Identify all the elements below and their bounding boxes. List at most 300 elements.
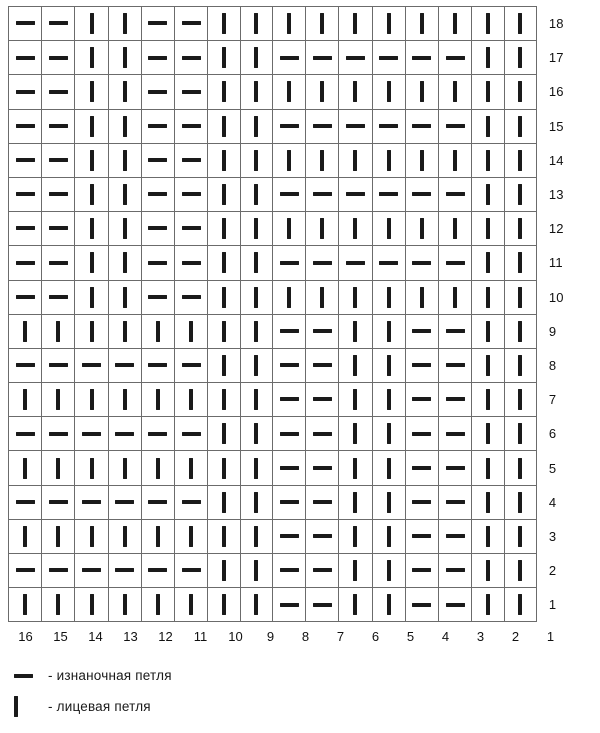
purl-stitch-icon xyxy=(446,124,465,128)
purl-stitch-cell xyxy=(141,75,174,109)
row-number-label: 10 xyxy=(548,289,564,305)
knit-stitch-cell xyxy=(240,485,272,519)
purl-stitch-cell xyxy=(9,7,42,41)
purl-stitch-icon xyxy=(280,363,299,367)
purl-stitch-icon xyxy=(16,158,35,162)
purl-stitch-cell xyxy=(405,246,438,280)
purl-stitch-icon xyxy=(49,21,68,25)
purl-stitch-cell xyxy=(9,348,42,382)
purl-stitch-cell xyxy=(141,417,174,451)
chart-row xyxy=(9,212,600,246)
knit-stitch-icon xyxy=(222,355,226,376)
knit-stitch-icon xyxy=(518,218,522,239)
knit-stitch-cell xyxy=(504,588,536,622)
knit-stitch-icon xyxy=(320,287,324,308)
purl-stitch-icon xyxy=(379,192,398,196)
purl-stitch-cell xyxy=(141,246,174,280)
knit-stitch-cell xyxy=(141,451,174,485)
knit-stitch-cell xyxy=(339,280,372,314)
purl-stitch-icon xyxy=(280,534,299,538)
knit-stitch-cell xyxy=(372,519,405,553)
chart-row xyxy=(9,383,600,417)
knit-stitch-icon xyxy=(254,287,258,308)
purl-stitch-icon xyxy=(412,466,431,470)
purl-stitch-cell xyxy=(306,348,339,382)
knit-stitch-cell xyxy=(240,177,272,211)
knit-stitch-cell xyxy=(504,7,536,41)
purl-stitch-cell xyxy=(438,109,471,143)
purl-stitch-cell xyxy=(372,246,405,280)
purl-stitch-icon xyxy=(446,397,465,401)
knit-stitch-icon xyxy=(387,287,391,308)
purl-stitch-cell xyxy=(42,143,75,177)
purl-stitch-icon xyxy=(280,261,299,265)
purl-stitch-cell xyxy=(405,41,438,75)
knit-stitch-icon xyxy=(123,526,127,547)
purl-stitch-icon xyxy=(412,363,431,367)
purl-stitch-icon xyxy=(412,124,431,128)
knit-stitch-cell xyxy=(75,280,108,314)
purl-stitch-cell xyxy=(405,109,438,143)
purl-stitch-cell xyxy=(141,554,174,588)
knit-stitch-cell xyxy=(504,41,536,75)
purl-stitch-cell xyxy=(42,7,75,41)
purl-stitch-icon xyxy=(446,261,465,265)
knit-stitch-cell xyxy=(208,417,240,451)
knit-stitch-icon xyxy=(387,389,391,410)
purl-stitch-cell xyxy=(339,41,372,75)
knit-stitch-icon xyxy=(123,150,127,171)
purl-stitch-icon xyxy=(313,432,332,436)
purl-stitch-cell xyxy=(405,314,438,348)
purl-stitch-icon xyxy=(446,329,465,333)
column-number-label: 11 xyxy=(193,628,208,644)
knit-stitch-cell xyxy=(175,383,208,417)
knit-stitch-icon xyxy=(453,287,457,308)
purl-stitch-icon xyxy=(182,363,201,367)
knit-stitch-cell xyxy=(504,280,536,314)
knit-stitch-cell xyxy=(42,451,75,485)
knit-stitch-icon xyxy=(353,81,357,102)
knit-stitch-cell xyxy=(339,348,372,382)
knit-stitch-cell xyxy=(240,212,272,246)
knit-stitch-cell xyxy=(472,75,504,109)
knit-stitch-icon xyxy=(56,526,60,547)
knit-stitch-cell xyxy=(108,75,141,109)
knit-stitch-icon xyxy=(486,287,490,308)
knit-stitch-cell xyxy=(75,7,108,41)
knit-stitch-cell xyxy=(208,7,240,41)
knit-stitch-icon xyxy=(254,389,258,410)
knit-stitch-cell xyxy=(372,485,405,519)
purl-stitch-cell xyxy=(75,417,108,451)
purl-stitch-icon xyxy=(280,466,299,470)
knit-stitch-icon xyxy=(189,321,193,342)
purl-stitch-icon xyxy=(182,261,201,265)
knit-stitch-cell xyxy=(75,383,108,417)
purl-stitch-icon xyxy=(148,363,167,367)
knit-stitch-icon xyxy=(353,321,357,342)
purl-stitch-cell xyxy=(175,109,208,143)
knit-stitch-cell xyxy=(272,212,305,246)
knit-stitch-cell xyxy=(141,314,174,348)
purl-stitch-cell xyxy=(9,246,42,280)
knit-stitch-cell xyxy=(504,109,536,143)
knit-stitch-cell xyxy=(438,143,471,177)
knit-stitch-icon xyxy=(23,526,27,547)
knit-stitch-cell xyxy=(504,246,536,280)
knit-stitch-icon xyxy=(353,492,357,513)
knit-stitch-cell xyxy=(108,177,141,211)
purl-stitch-cell xyxy=(175,75,208,109)
knit-stitch-cell xyxy=(472,383,504,417)
knit-stitch-icon xyxy=(518,594,522,615)
purl-stitch-cell xyxy=(339,246,372,280)
knit-stitch-cell xyxy=(372,451,405,485)
knit-stitch-icon xyxy=(222,252,226,273)
purl-stitch-icon xyxy=(280,329,299,333)
knit-stitch-icon xyxy=(189,458,193,479)
purl-stitch-icon xyxy=(313,397,332,401)
knit-stitch-cell xyxy=(9,383,42,417)
purl-stitch-icon xyxy=(446,568,465,572)
knit-stitch-cell xyxy=(405,212,438,246)
knit-stitch-icon xyxy=(156,458,160,479)
purl-stitch-icon xyxy=(182,295,201,299)
purl-stitch-cell xyxy=(438,417,471,451)
knit-stitch-icon xyxy=(222,423,226,444)
column-number-label: 1 xyxy=(546,628,555,644)
row-number-label: 16 xyxy=(548,84,564,100)
knit-stitch-cell xyxy=(141,519,174,553)
knit-stitch-cell xyxy=(208,451,240,485)
knit-stitch-icon xyxy=(90,184,94,205)
purl-stitch-icon xyxy=(379,124,398,128)
knit-stitch-cell xyxy=(472,212,504,246)
purl-stitch-icon xyxy=(148,295,167,299)
chart-row xyxy=(9,485,600,519)
purl-stitch-cell xyxy=(438,314,471,348)
knit-stitch-cell xyxy=(306,7,339,41)
knit-stitch-icon xyxy=(353,218,357,239)
chart-row xyxy=(9,588,600,622)
knit-stitch-icon xyxy=(387,218,391,239)
knit-stitch-cell xyxy=(108,212,141,246)
purl-stitch-cell xyxy=(141,177,174,211)
column-number-label: 8 xyxy=(301,628,310,644)
knit-stitch-icon xyxy=(123,47,127,68)
knit-stitch-cell xyxy=(208,75,240,109)
knit-stitch-cell xyxy=(108,588,141,622)
purl-stitch-cell xyxy=(438,519,471,553)
knit-stitch-icon xyxy=(222,184,226,205)
purl-stitch-icon xyxy=(115,568,134,572)
knit-stitch-icon xyxy=(156,526,160,547)
knit-stitch-icon xyxy=(486,252,490,273)
purl-stitch-icon xyxy=(446,432,465,436)
knit-stitch-icon xyxy=(23,389,27,410)
knit-stitch-cell xyxy=(108,7,141,41)
purl-stitch-cell xyxy=(272,41,305,75)
purl-stitch-icon xyxy=(446,500,465,504)
knit-stitch-icon xyxy=(518,13,522,34)
knit-stitch-cell xyxy=(372,280,405,314)
knit-stitch-icon xyxy=(123,116,127,137)
purl-stitch-cell xyxy=(438,485,471,519)
knit-stitch-icon xyxy=(486,492,490,513)
knit-stitch-cell xyxy=(472,588,504,622)
knit-stitch-icon xyxy=(486,423,490,444)
knit-stitch-cell xyxy=(9,451,42,485)
purl-stitch-icon xyxy=(49,226,68,230)
purl-stitch-icon xyxy=(82,568,101,572)
knit-stitch-cell xyxy=(504,451,536,485)
knit-stitch-cell xyxy=(108,314,141,348)
purl-stitch-icon xyxy=(16,192,35,196)
knit-stitch-cell xyxy=(339,314,372,348)
knit-stitch-icon xyxy=(320,218,324,239)
knit-stitch-icon xyxy=(222,47,226,68)
purl-stitch-cell xyxy=(141,143,174,177)
knit-stitch-cell xyxy=(372,554,405,588)
knit-stitch-cell xyxy=(372,348,405,382)
knit-stitch-icon xyxy=(287,218,291,239)
purl-stitch-cell xyxy=(306,485,339,519)
purl-stitch-icon xyxy=(148,192,167,196)
knit-stitch-cell xyxy=(240,41,272,75)
knit-stitch-cell xyxy=(472,348,504,382)
purl-stitch-cell xyxy=(272,588,305,622)
purl-stitch-cell xyxy=(175,485,208,519)
knit-stitch-icon xyxy=(123,13,127,34)
knit-stitch-cell xyxy=(339,383,372,417)
purl-stitch-cell xyxy=(9,554,42,588)
knit-stitch-icon xyxy=(56,594,60,615)
row-number-label: 18 xyxy=(548,16,564,32)
knit-stitch-icon xyxy=(518,184,522,205)
legend xyxy=(10,660,600,722)
knit-stitch-icon xyxy=(222,218,226,239)
purl-stitch-cell xyxy=(175,143,208,177)
purl-stitch-icon xyxy=(280,192,299,196)
purl-stitch-cell xyxy=(306,588,339,622)
knit-stitch-icon xyxy=(287,81,291,102)
purl-stitch-icon xyxy=(82,363,101,367)
purl-stitch-cell xyxy=(405,417,438,451)
knit-stitch-cell xyxy=(108,109,141,143)
column-number-label: 2 xyxy=(511,628,520,644)
purl-stitch-cell xyxy=(438,451,471,485)
knit-stitch-icon xyxy=(189,594,193,615)
purl-stitch-icon xyxy=(280,124,299,128)
row-number-label: 7 xyxy=(548,392,557,408)
purl-stitch-cell xyxy=(306,554,339,588)
purl-stitch-cell xyxy=(108,348,141,382)
purl-stitch-cell xyxy=(42,280,75,314)
row-number-label: 3 xyxy=(548,528,557,544)
knit-stitch-cell xyxy=(240,7,272,41)
knit-stitch-icon xyxy=(420,150,424,171)
knit-stitch-cell xyxy=(75,212,108,246)
row-number-label: 14 xyxy=(548,152,564,168)
purl-stitch-icon xyxy=(280,500,299,504)
knit-stitch-icon xyxy=(518,560,522,581)
knit-stitch-cell xyxy=(240,383,272,417)
purl-stitch-cell xyxy=(9,41,42,75)
column-number-label: 5 xyxy=(406,628,415,644)
purl-stitch-icon xyxy=(49,158,68,162)
knit-stitch-cell xyxy=(272,75,305,109)
knit-stitch-cell xyxy=(42,519,75,553)
purl-stitch-cell xyxy=(306,417,339,451)
chart-row xyxy=(9,246,600,280)
knit-stitch-icon xyxy=(518,252,522,273)
purl-stitch-cell xyxy=(9,485,42,519)
knit-stitch-icon xyxy=(518,458,522,479)
knit-stitch-icon xyxy=(222,389,226,410)
purl-stitch-cell xyxy=(75,348,108,382)
purl-stitch-cell xyxy=(306,177,339,211)
purl-stitch-icon xyxy=(115,363,134,367)
knit-stitch-cell xyxy=(208,314,240,348)
column-number-label: 16 xyxy=(18,628,33,644)
knit-stitch-icon xyxy=(420,287,424,308)
purl-stitch-icon xyxy=(182,226,201,230)
row-number-label: 9 xyxy=(548,323,557,339)
legend-label-knit: - лицевая петля xyxy=(48,699,151,715)
purl-stitch-icon xyxy=(16,261,35,265)
knit-stitch-icon xyxy=(123,218,127,239)
purl-stitch-icon xyxy=(412,329,431,333)
purl-stitch-cell xyxy=(42,212,75,246)
purl-stitch-icon xyxy=(49,56,68,60)
knit-stitch-cell xyxy=(175,451,208,485)
knit-stitch-cell xyxy=(339,451,372,485)
row-number-label: 17 xyxy=(548,50,564,66)
knit-stitch-icon xyxy=(222,150,226,171)
knit-stitch-icon xyxy=(123,594,127,615)
purl-stitch-cell xyxy=(372,109,405,143)
knit-stitch-cell xyxy=(339,212,372,246)
knit-stitch-icon xyxy=(90,13,94,34)
purl-stitch-cell xyxy=(175,177,208,211)
purl-stitch-cell xyxy=(42,41,75,75)
purl-stitch-cell xyxy=(372,41,405,75)
purl-stitch-icon xyxy=(148,158,167,162)
column-number-row xyxy=(8,624,568,648)
purl-stitch-cell xyxy=(141,280,174,314)
knit-stitch-cell xyxy=(208,554,240,588)
knit-stitch-cell xyxy=(504,485,536,519)
knit-stitch-icon xyxy=(189,526,193,547)
knit-stitch-icon xyxy=(420,218,424,239)
knit-stitch-icon xyxy=(90,321,94,342)
knit-stitch-icon xyxy=(222,81,226,102)
chart-row xyxy=(9,314,600,348)
knit-stitch-cell xyxy=(339,75,372,109)
knit-stitch-icon xyxy=(353,423,357,444)
purl-stitch-icon xyxy=(182,90,201,94)
purl-stitch-icon xyxy=(49,192,68,196)
knit-stitch-cell xyxy=(372,588,405,622)
knit-stitch-icon xyxy=(23,458,27,479)
knit-stitch-cell xyxy=(405,143,438,177)
purl-stitch-cell xyxy=(438,383,471,417)
purl-stitch-icon xyxy=(412,432,431,436)
chart-row xyxy=(9,75,600,109)
purl-stitch-icon xyxy=(313,192,332,196)
purl-stitch-icon xyxy=(49,90,68,94)
purl-stitch-cell xyxy=(272,314,305,348)
knit-stitch-cell xyxy=(208,280,240,314)
knit-stitch-icon xyxy=(387,423,391,444)
purl-stitch-icon xyxy=(182,192,201,196)
knit-stitch-cell xyxy=(240,554,272,588)
knit-stitch-icon xyxy=(123,252,127,273)
knit-stitch-icon xyxy=(486,560,490,581)
chart-row xyxy=(9,143,600,177)
purl-stitch-cell xyxy=(42,485,75,519)
knit-stitch-icon xyxy=(518,47,522,68)
knit-stitch-icon xyxy=(23,321,27,342)
purl-stitch-cell xyxy=(141,348,174,382)
knit-stitch-icon xyxy=(254,594,258,615)
purl-stitch-cell xyxy=(272,485,305,519)
purl-stitch-cell xyxy=(438,246,471,280)
purl-stitch-icon xyxy=(346,124,365,128)
knit-stitch-cell xyxy=(240,348,272,382)
column-number-label: 4 xyxy=(441,628,450,644)
knit-stitch-icon xyxy=(90,81,94,102)
knit-stitch-cell xyxy=(75,143,108,177)
knit-stitch-icon xyxy=(254,252,258,273)
knit-stitch-cell xyxy=(339,485,372,519)
purl-stitch-cell xyxy=(405,348,438,382)
knit-stitch-icon xyxy=(222,321,226,342)
knit-stitch-cell xyxy=(75,177,108,211)
knit-stitch-cell xyxy=(472,7,504,41)
knit-stitch-icon xyxy=(518,150,522,171)
purl-stitch-cell xyxy=(175,41,208,75)
purl-stitch-cell xyxy=(405,485,438,519)
purl-stitch-cell xyxy=(175,417,208,451)
purl-stitch-cell xyxy=(438,177,471,211)
chart-row xyxy=(9,417,600,451)
knit-stitch-cell xyxy=(306,212,339,246)
knit-stitch-icon xyxy=(222,492,226,513)
knit-stitch-icon xyxy=(486,321,490,342)
purl-stitch-icon xyxy=(148,226,167,230)
knit-stitch-cell xyxy=(472,519,504,553)
knit-stitch-cell xyxy=(108,41,141,75)
purl-stitch-icon xyxy=(115,432,134,436)
knit-stitch-icon xyxy=(486,116,490,137)
purl-stitch-icon xyxy=(49,363,68,367)
knit-stitch-icon xyxy=(90,150,94,171)
knit-stitch-icon xyxy=(222,458,226,479)
knit-stitch-icon xyxy=(123,81,127,102)
purl-stitch-cell xyxy=(175,7,208,41)
knit-stitch-cell xyxy=(504,212,536,246)
knit-stitch-icon xyxy=(90,47,94,68)
knit-stitch-cell xyxy=(108,383,141,417)
purl-stitch-cell xyxy=(9,143,42,177)
knit-stitch-icon xyxy=(518,526,522,547)
knit-stitch-cell xyxy=(208,143,240,177)
knit-stitch-cell xyxy=(306,143,339,177)
knit-stitch-icon xyxy=(254,150,258,171)
knit-stitch-cell xyxy=(75,588,108,622)
